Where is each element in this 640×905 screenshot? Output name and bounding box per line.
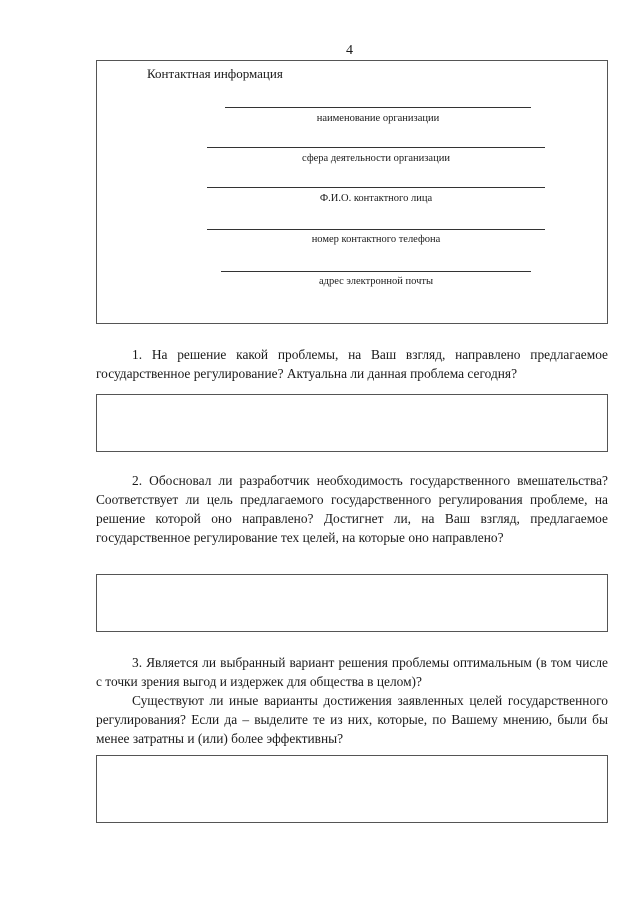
question-2 [96, 471, 608, 547]
contact-person-caption: Ф.И.О. контактного лица [319, 193, 433, 204]
question-1 [96, 345, 608, 383]
question-3-text: 3. Является ли выбранный вариант решения проблемы оптимальным (в том числе с точки зрения выгод и издержек для общества в целом)? [96, 655, 608, 689]
contact-info-box [96, 60, 608, 324]
question-3 [96, 653, 608, 748]
organization-sphere-line[interactable] [207, 147, 545, 148]
organization-name-line[interactable] [225, 107, 531, 108]
email-address-line[interactable] [221, 271, 531, 272]
organization-name-caption: наименование организации [316, 113, 440, 124]
phone-number-caption: номер контактного телефона [311, 234, 441, 245]
question-2-text: 2. Обосновал ли разработчик необходимость государственного вмешательства? Соответствует ли цель предлагаемого государственного регулирования проблеме, на решение которой оно направлено? Достигнет ли, на Ваш взгляд, предлагаемое государственное регулирование тех целей, на которые оно направлено? [96, 473, 608, 545]
page-number: 4 [346, 43, 353, 58]
question-1-text: 1. На решение какой проблемы, на Ваш взгляд, направлено предлагаемое государственное регулирование? Актуальна ли данная проблема сегодня? [96, 347, 608, 381]
contact-person-line[interactable] [207, 187, 545, 188]
contact-info-title: Контактная информация [147, 66, 283, 81]
question-3-followup-text: Существуют ли иные варианты достижения заявленных целей государственного регулирования? Если да – выделите те из них, которые, по Вашему мнению, были бы менее затратны и (или) более эффективны? [96, 693, 608, 746]
email-address-caption: адрес электронной почты [318, 276, 434, 287]
answer-box-1[interactable] [96, 394, 608, 452]
answer-box-3[interactable] [96, 755, 608, 823]
answer-box-2[interactable] [96, 574, 608, 632]
phone-number-line[interactable] [207, 229, 545, 230]
organization-sphere-caption: сфера деятельности организации [302, 153, 450, 164]
